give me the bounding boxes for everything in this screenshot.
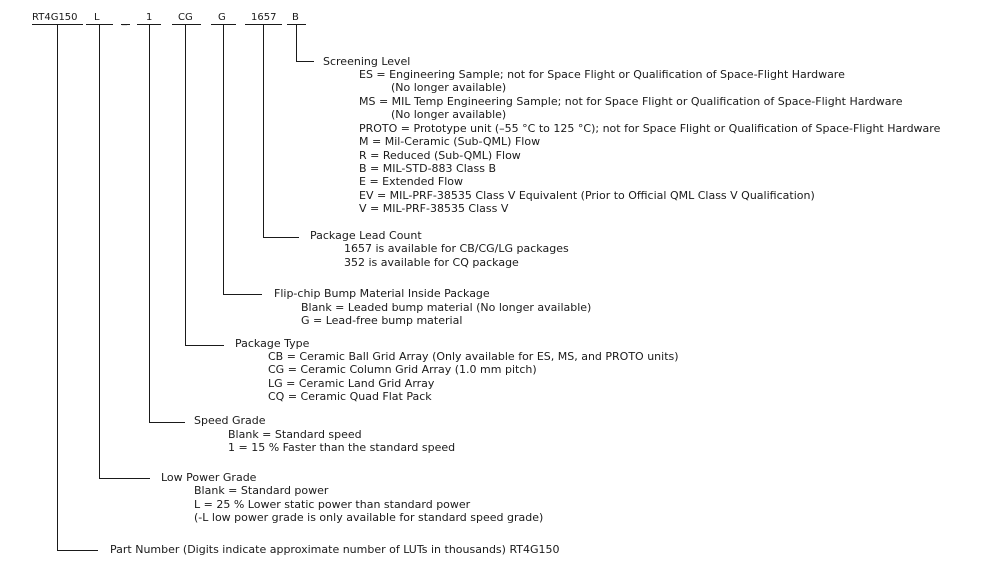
lead-count-title: Package Lead Count — [310, 229, 422, 242]
speed-line: 1 = 15 % Faster than the standard speed — [228, 441, 456, 454]
connector-screening — [297, 24, 315, 62]
connector-bump — [224, 24, 263, 295]
speed-line: Blank = Standard speed — [228, 428, 362, 441]
code-power: L — [94, 12, 100, 23]
screening-line: EV = MIL-PRF-38535 Class V Equivalent (Prior to Official QML Class V Qualification) — [359, 189, 815, 202]
package-line: CQ = Ceramic Quad Flat Pack — [268, 390, 432, 403]
code-speed: 1 — [146, 12, 153, 23]
screening-line: ES = Engineering Sample; not for Space Flight or Qualification of Space-Flight Hardware — [359, 68, 845, 81]
code-separator: _ — [122, 15, 127, 26]
screening-line: PROTO = Prototype unit (–55 °C to 125 °C); not for Space Flight or Qualification of Space-Flight Hardware — [359, 122, 941, 135]
code-lead-count: 1657 — [251, 12, 277, 23]
bump-line: Blank = Leaded bump material (No longer available) — [301, 301, 592, 314]
package-line: LG = Ceramic Land Grid Array — [268, 377, 435, 390]
screening-line: B = MIL-STD-883 Class B — [359, 162, 497, 175]
package-title: Package Type — [235, 337, 310, 350]
bump-title: Flip-chip Bump Material Inside Package — [274, 287, 490, 300]
screening-line: MS = MIL Temp Engineering Sample; not for Space Flight or Qualification of Space-Flight Hardware — [359, 95, 903, 108]
screening-line: M = Mil-Ceramic (Sub-QML) Flow — [359, 135, 541, 148]
screening-line: R = Reduced (Sub-QML) Flow — [359, 149, 521, 162]
screening-line: V = MIL-PRF-38535 Class V — [359, 202, 509, 215]
connector-package — [186, 24, 225, 346]
screening-line: (No longer available) — [391, 81, 507, 94]
screening-line: E = Extended Flow — [359, 175, 464, 188]
screening-title: Screening Level — [323, 55, 411, 68]
connector-lead-count — [264, 24, 300, 238]
package-line: CG = Ceramic Column Grid Array (1.0 mm pitch) — [268, 363, 537, 376]
power-line: L = 25 % Lower static power than standard power — [194, 498, 471, 511]
package-line: CB = Ceramic Ball Grid Array (Only available for ES, MS, and PROTO units) — [268, 350, 679, 363]
screening-line: (No longer available) — [391, 108, 507, 121]
part-number-title: Part Number (Digits indicate approximate number of LUTs in thousands) RT4G150 — [110, 543, 560, 556]
lead-count-line: 1657 is available for CB/CG/LG packages — [344, 242, 569, 255]
code-screening: B — [292, 12, 299, 23]
connector-part-number — [58, 24, 99, 551]
power-line: Blank = Standard power — [194, 484, 329, 497]
code-package: CG — [178, 12, 193, 23]
power-title: Low Power Grade — [161, 471, 257, 484]
code-base: RT4G150 — [32, 12, 78, 23]
speed-title: Speed Grade — [194, 414, 266, 427]
connector-speed — [150, 24, 186, 423]
bump-line: G = Lead-free bump material — [301, 314, 463, 327]
connector-power — [100, 24, 151, 479]
code-bump: G — [218, 12, 226, 23]
lead-count-line: 352 is available for CQ package — [344, 256, 519, 269]
power-line: (-L low power grade is only available for standard speed grade) — [194, 511, 544, 524]
